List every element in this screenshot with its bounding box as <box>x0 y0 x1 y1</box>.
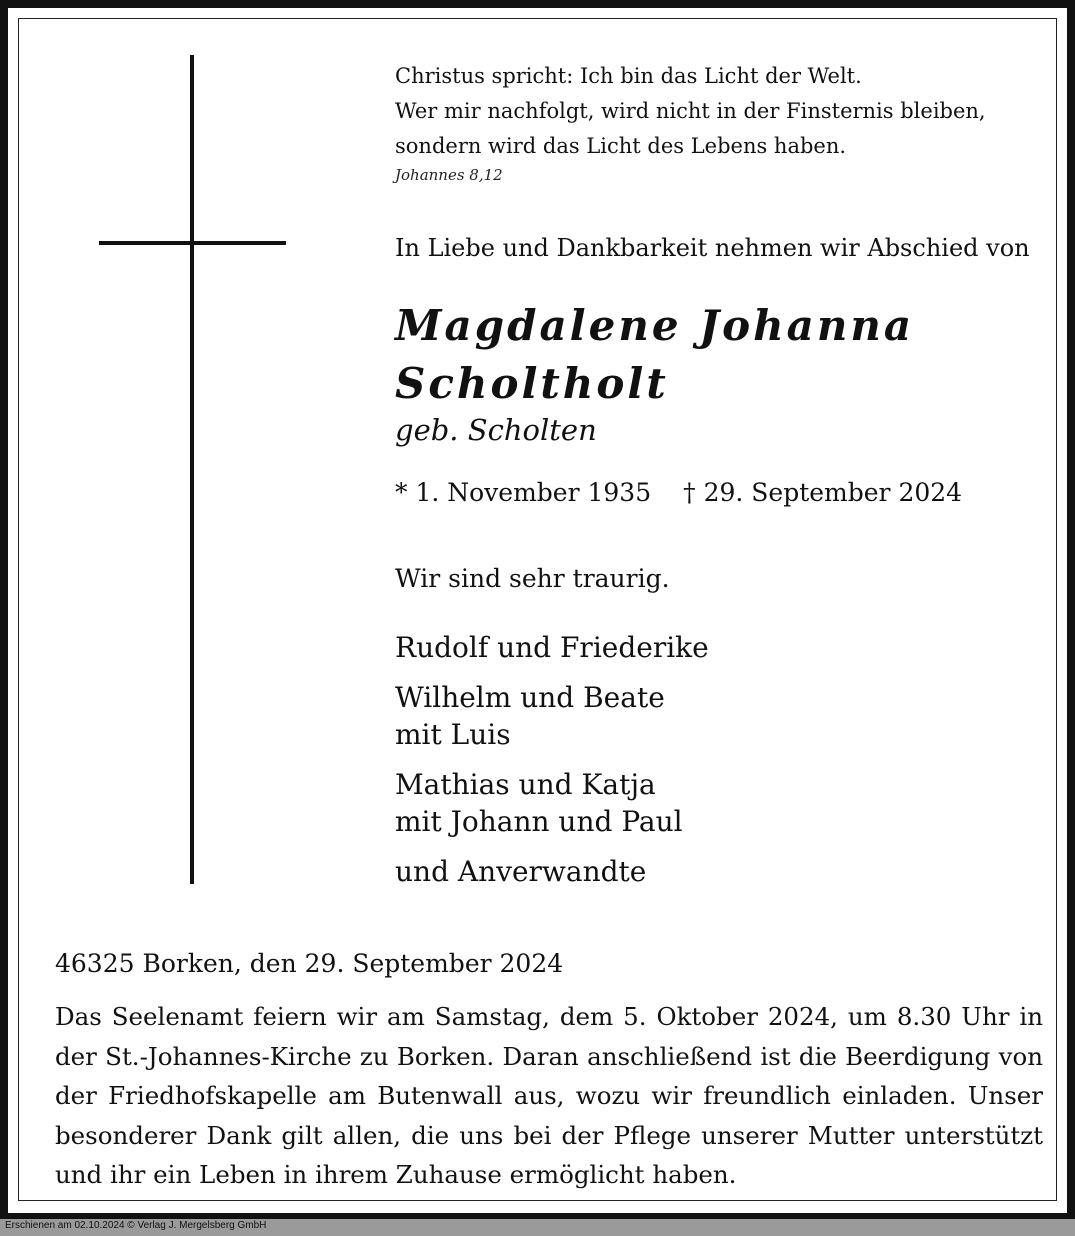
birth-name: geb. Scholten <box>395 413 597 447</box>
mourner-group <box>395 766 709 840</box>
intro-text: In Liebe und Dankbarkeit nehmen wir Abschied von <box>395 234 1030 262</box>
mourner-line: und Anverwandte <box>395 855 647 888</box>
mourner-group <box>395 629 709 666</box>
mourner-line: Mathias und Katja <box>395 768 656 801</box>
verse-line: sondern wird das Licht des Lebens haben. <box>395 134 847 158</box>
mourner-line: Rudolf und Friederike <box>395 631 709 664</box>
life-dates <box>395 478 962 507</box>
mourner-line: mit Luis <box>395 718 511 751</box>
obituary-page <box>8 8 1067 1213</box>
death-date: † 29. September 2024 <box>683 478 963 507</box>
mourners-list <box>395 629 709 903</box>
deceased-name <box>395 297 914 413</box>
birth-date: * 1. November 1935 <box>395 478 652 507</box>
footer-text: Erschienen am 02.10.2024 © Verlag J. Mergelsberg GmbH <box>5 1220 267 1231</box>
deceased-name-line: Magdalene Johanna <box>395 301 915 350</box>
bible-verse <box>395 59 986 164</box>
verse-line: Wer mir nachfolgt, wird nicht in der Finsternis bleiben, <box>395 99 986 123</box>
mourner-line: mit Johann und Paul <box>395 805 683 838</box>
mourning-statement: Wir sind sehr traurig. <box>395 564 670 593</box>
obituary-frame <box>18 18 1057 1201</box>
mourner-group <box>395 853 709 890</box>
verse-line: Christus spricht: Ich bin das Licht der Welt. <box>395 64 862 88</box>
service-notice: Das Seelenamt feiern wir am Samstag, dem 5. Oktober 2024, um 8.30 Uhr in der St.-Johannes-Kirche zu Borken. Daran anschließend ist die Beerdigung von der Friedhofskapelle am Butenwall aus, wozu wir freundlich einladen. Unser besonderer Dank gilt allen, die uns bei der Pflege unserer Mutter unterstützt und ihr ein Leben in ihrem Zuhause ermöglicht haben. <box>55 1002 1043 1189</box>
mourner-line: Wilhelm und Beate <box>395 681 665 714</box>
publication-footer <box>0 1219 1075 1236</box>
mourner-group <box>395 679 709 753</box>
verse-reference: Johannes 8,12 <box>395 166 503 184</box>
deceased-name-line: Scholtholt <box>395 359 669 408</box>
cross-icon-vertical-bar <box>190 55 194 884</box>
cross-icon-horizontal-bar <box>99 241 286 245</box>
place-and-date: 46325 Borken, den 29. September 2024 <box>55 949 564 978</box>
